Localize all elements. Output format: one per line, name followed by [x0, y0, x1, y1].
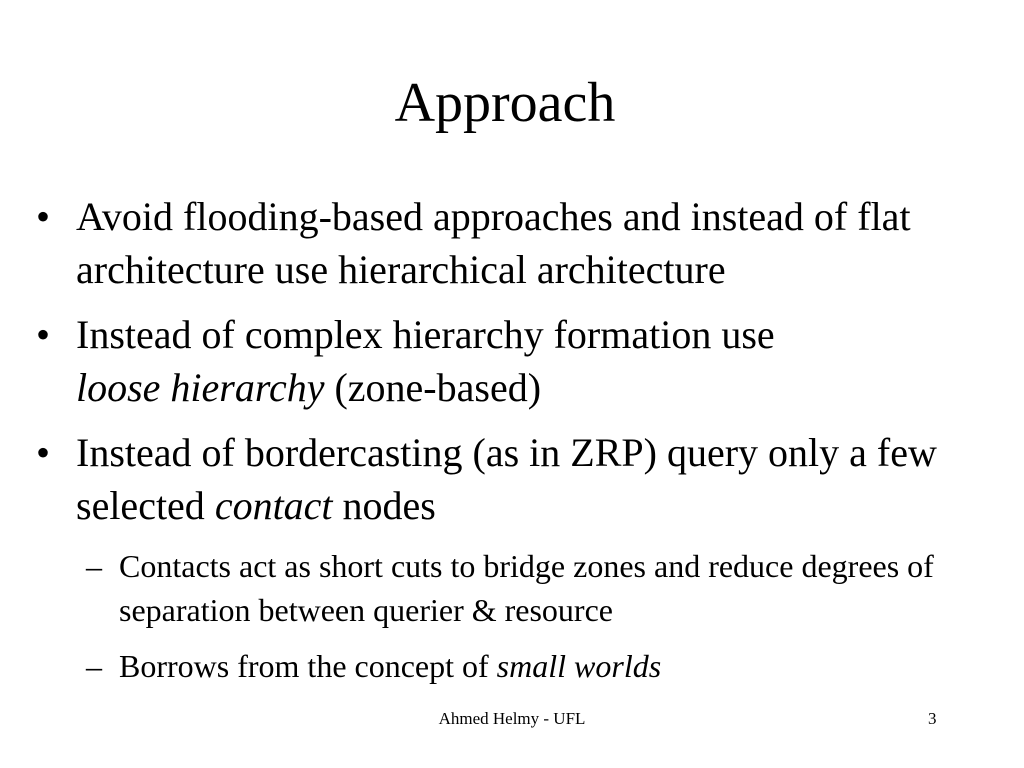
sub-bullet-text: Contacts act as short cuts to bridge zones and reduce degrees of separation between querier & resource: [119, 548, 934, 628]
slide-title: Approach: [394, 72, 616, 134]
bullet-text: (zone-based): [334, 365, 542, 410]
page-number: 3: [928, 709, 937, 728]
sub-bullet-marker: –: [86, 648, 102, 684]
bullet-text: nodes: [342, 483, 436, 528]
sub-bullet-text: Borrows from the concept of: [119, 648, 489, 684]
bullet-marker: •: [36, 430, 51, 475]
bullet-item: [36, 308, 986, 414]
bullet-marker: •: [36, 312, 51, 357]
bullet-text: Instead of bordercasting (as in ZRP) query only a few selected: [76, 430, 937, 528]
bullet-item: [36, 190, 986, 296]
footer-author: Ahmed Helmy - UFL: [438, 709, 586, 728]
sub-bullet-item: [36, 544, 986, 632]
sub-bullet-item: [36, 644, 986, 688]
bullet-emphasis: contact: [214, 483, 333, 528]
sub-bullet-emphasis: small worlds: [496, 648, 662, 684]
bullet-item: [36, 426, 986, 532]
bullet-text: Avoid flooding-based approaches and instead of flat architecture use hierarchical architecture: [76, 194, 911, 292]
bullet-text: Instead of complex hierarchy formation use: [76, 312, 775, 357]
bullet-emphasis: loose hierarchy: [76, 365, 325, 410]
slide-content: [36, 190, 986, 700]
bullet-marker: •: [36, 194, 51, 239]
sub-bullet-marker: –: [86, 548, 102, 584]
